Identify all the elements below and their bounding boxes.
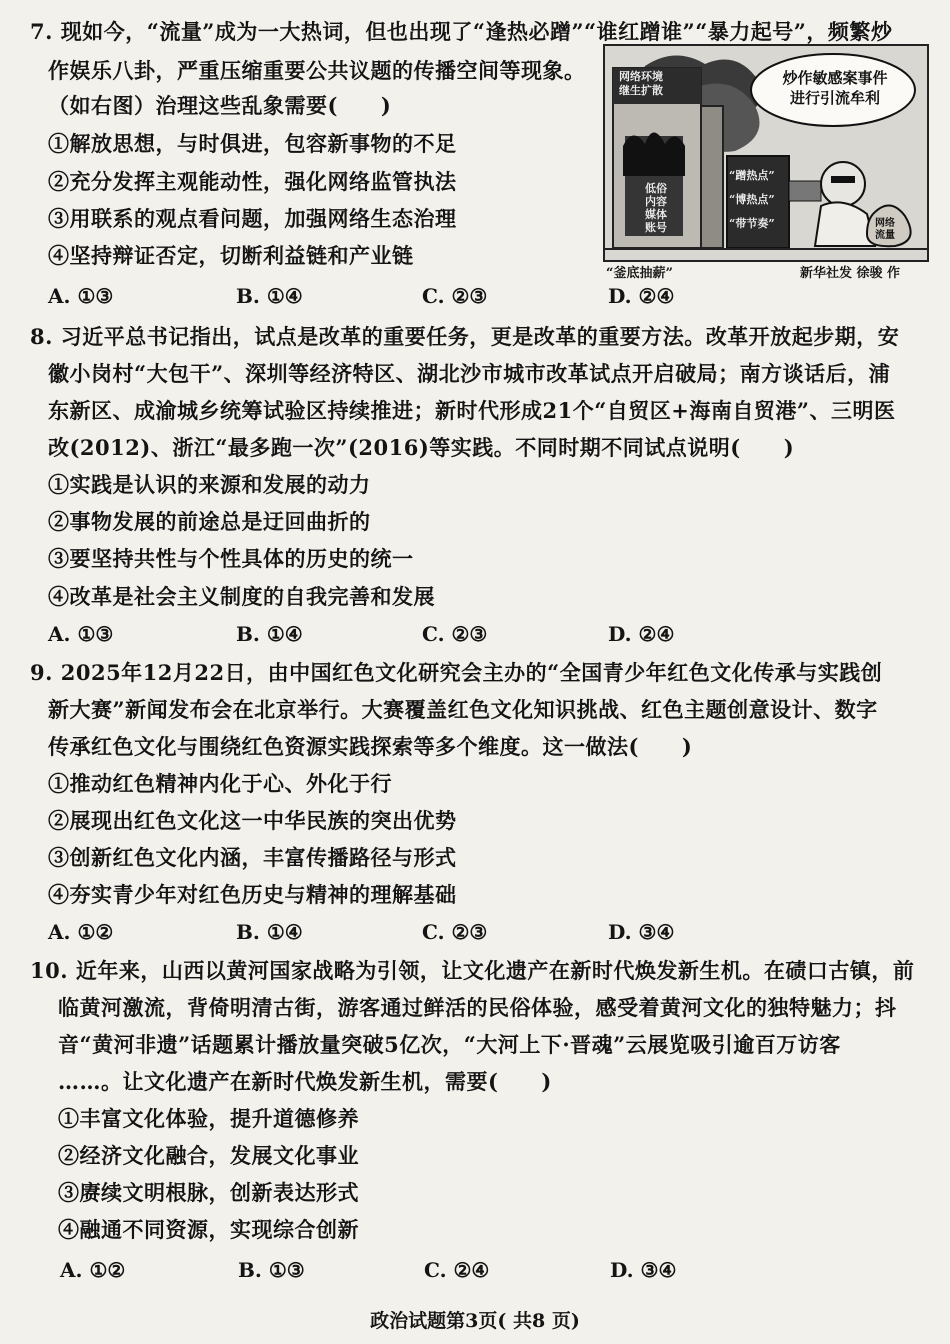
speech-line: 进行引流牟利 — [789, 89, 880, 107]
question-stem: 改(2012)、浙江“最多跑一次”(2016)等实践。不同时期不同试点说明( ) — [48, 435, 795, 460]
question-stem: 传承红色文化与围绕红色资源实践探索等多个维度。这一做法( ) — [48, 734, 693, 759]
tower-label-line: 网络环境 — [619, 70, 663, 83]
statement-1: ①实践是认识的来源和发展的动力 — [48, 472, 371, 497]
cartoon-illustration — [603, 44, 929, 262]
cartoon-title: “釜底抽薪” — [606, 266, 673, 281]
option-d[interactable]: D. ②④ — [608, 284, 675, 308]
question-stem: 9. 2025年12月22日，由中国红色文化研究会主办的“全国青少年红色文化传承与实践创 — [30, 660, 883, 685]
statement-4: ④坚持辩证否定，切断利益链和产业链 — [48, 243, 414, 268]
question-stem: 新大赛”新闻发布会在北京举行。大赛覆盖红色文化知识挑战、红色主题创意设计、数字 — [48, 697, 878, 722]
option-a[interactable]: A. ①③ — [48, 622, 114, 646]
question-stem: （如右图）治理这些乱象需要( ) — [48, 93, 392, 118]
answer-options — [0, 282, 950, 312]
statement-1: ①解放思想，与时俱进，包容新事物的不足 — [48, 131, 457, 156]
statement-4: ④融通不同资源，实现综合创新 — [58, 1217, 359, 1242]
question-stem: 东新区、成渝城乡统筹试验区持续推进；新时代形成21个“自贸区+海南自贸港”、三明医 — [48, 398, 896, 423]
answer-options — [0, 1256, 950, 1286]
option-b[interactable]: B. ①④ — [236, 920, 303, 944]
tower-label — [619, 70, 663, 98]
statement-4: ④夯实青少年对红色历史与精神的理解基础 — [48, 882, 457, 907]
question-stem: 临黄河激流，背倚明清古街，游客通过鲜活的民俗体验，感受着黄河文化的独特魅力；抖 — [58, 995, 897, 1020]
cartoon-credit: 新华社发 徐骏 作 — [800, 266, 901, 281]
cartoon-speech-bubble — [775, 68, 895, 108]
answer-options — [0, 918, 950, 948]
tower-label-line: 继生扩散 — [619, 84, 663, 97]
question-stem: 徽小岗村“大包干”、深圳等经济特区、湖北沙市城市改革试点开启破局；南方谈话后，浦 — [48, 361, 891, 386]
statement-3: ③用联系的观点看问题，加强网络生态治理 — [48, 206, 457, 231]
question-stem: 10. 近年来，山西以黄河国家战略为引领，让文化遗产在新时代焕发新生机。在碛口古镇，前 — [30, 958, 915, 983]
statement-3: ③创新红色文化内涵，丰富传播路径与形式 — [48, 845, 457, 870]
option-c[interactable]: C. ②④ — [424, 1258, 490, 1282]
option-b[interactable]: B. ①③ — [238, 1258, 305, 1282]
bag-label-line: 网络 — [875, 218, 895, 229]
option-c[interactable]: C. ②③ — [422, 622, 488, 646]
option-c[interactable]: C. ②③ — [422, 284, 488, 308]
option-b[interactable]: B. ①④ — [236, 284, 303, 308]
left-tag: 低俗 — [645, 182, 667, 195]
statement-2: ②充分发挥主观能动性，强化网络监管执法 — [48, 169, 457, 194]
option-a[interactable]: A. ①③ — [48, 284, 114, 308]
option-a[interactable]: A. ①② — [48, 920, 114, 944]
statement-4: ④改革是社会主义制度的自我完善和发展 — [48, 584, 435, 609]
question-stem: 作娱乐八卦，严重压缩重要公共议题的传播空间等现象。 — [48, 58, 586, 83]
speech-line: 炒作敏感案事件 — [782, 69, 888, 87]
option-d[interactable]: D. ②④ — [608, 622, 675, 646]
machine-tag: “蹭热点” — [729, 169, 775, 182]
left-tag: 账号 — [645, 221, 667, 234]
statement-2: ②事物发展的前途总是迂回曲折的 — [48, 509, 371, 534]
statement-1: ①丰富文化体验，提升道德修养 — [58, 1106, 359, 1131]
option-d[interactable]: D. ③④ — [608, 920, 675, 944]
machine-tag: “博热点” — [729, 193, 775, 206]
page-footer: 政治试题第3页( 共8 页) — [370, 1310, 580, 1332]
question-stem: 音“黄河非遗”话题累计播放量突破5亿次，“大河上下·晋魂”云展览吸引逾百万访客 — [58, 1032, 841, 1057]
machine-tag: “带节奏” — [729, 217, 775, 230]
option-d[interactable]: D. ③④ — [610, 1258, 677, 1282]
statement-2: ②经济文化融合，发展文化事业 — [58, 1143, 359, 1168]
question-stem: ……。让文化遗产在新时代焕发新生机，需要( ) — [58, 1069, 552, 1094]
option-a[interactable]: A. ①② — [60, 1258, 126, 1282]
statement-3: ③要坚持共性与个性具体的历史的统一 — [48, 546, 414, 571]
question-stem: 8. 习近平总书记指出，试点是改革的重要任务，更是改革的重要方法。改革开放起步期，安 — [30, 324, 900, 349]
option-b[interactable]: B. ①④ — [236, 622, 303, 646]
question-stem: 7. 现如今，“流量”成为一大热词，但也出现了“逢热必蹭”“谁红蹭谁”“暴力起号”，频繁炒 — [30, 19, 893, 44]
statement-3: ③赓续文明根脉，创新表达形式 — [58, 1180, 359, 1205]
statement-1: ①推动红色精神内化于心、外化于行 — [48, 771, 392, 796]
machine-tags — [729, 164, 775, 236]
money-bag-label — [875, 218, 895, 242]
answer-options — [0, 620, 950, 650]
left-tags — [645, 182, 667, 234]
statement-2: ②展现出红色文化这一中华民族的突出优势 — [48, 808, 457, 833]
left-tag: 内容 — [645, 195, 667, 208]
left-tag: 媒体 — [645, 208, 667, 221]
option-c[interactable]: C. ②③ — [422, 920, 488, 944]
bag-label-line: 流量 — [875, 230, 895, 241]
